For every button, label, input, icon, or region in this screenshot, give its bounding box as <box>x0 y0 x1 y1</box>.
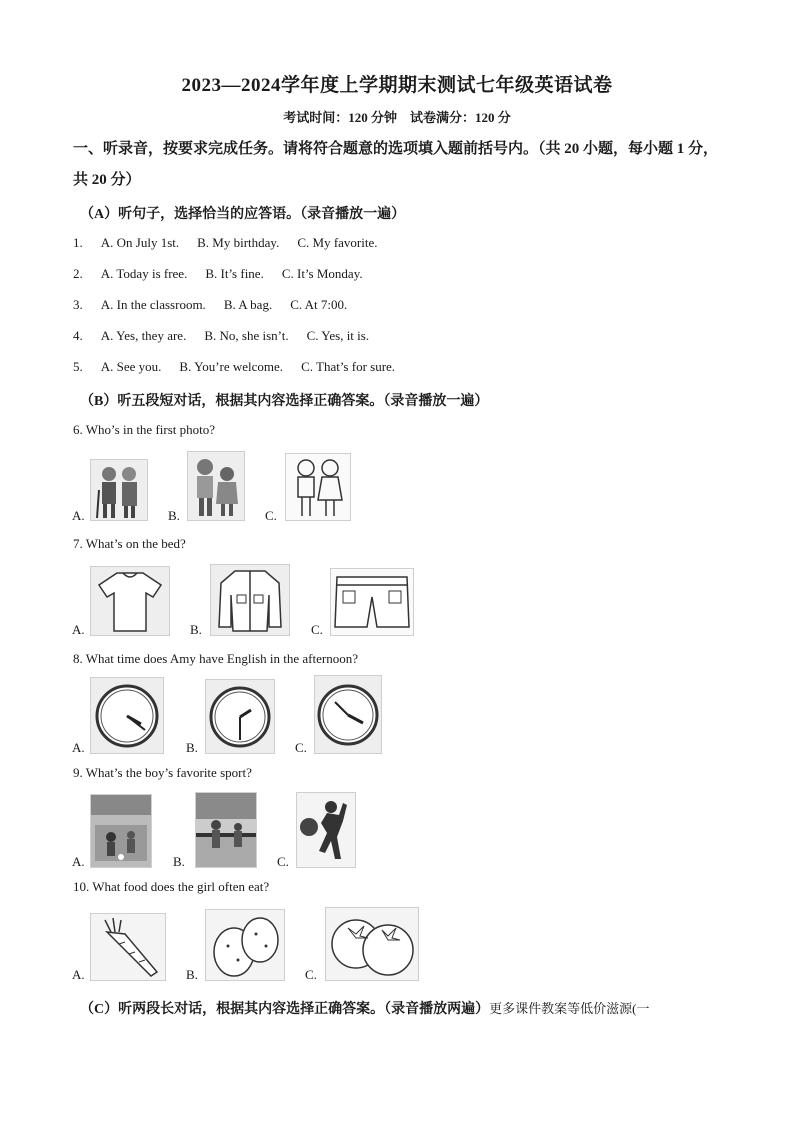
question-10-stem: 10. What food does the girl often eat? <box>73 879 270 894</box>
tomatoes-icon <box>325 907 419 981</box>
q7-option-a-label: A. <box>72 622 85 637</box>
q7-option-c-label: C. <box>311 622 323 637</box>
boy-and-girl-icon <box>285 453 351 521</box>
question-3: 3. A. In the classroom. B. A bag. C. At 7:00. <box>73 297 348 312</box>
basketball-player-icon <box>296 792 356 868</box>
section-1-heading: 一、听录音，按要求完成任务。请将符合题意的选项填入题前括号内。（共 20 小题，每小题 1 分，共 20 分） <box>73 141 719 188</box>
part-c-heading <box>80 998 730 1018</box>
question-9-stem: 9. What’s the boy’s favorite sport? <box>73 765 252 780</box>
q10-option-b-label: B. <box>186 967 198 982</box>
question-2: 2. A. Today is free. B. It’s fine. C. It’s Monday. <box>73 266 363 281</box>
q9-option-c-label: C. <box>277 854 289 869</box>
q6-option-c-label: C. <box>265 508 277 523</box>
q7-option-b-label: B. <box>190 622 202 637</box>
exam-info: 考试时间：120 分钟 试卷满分：120 分 <box>283 110 511 125</box>
clock-icon <box>90 677 164 754</box>
question-8-stem: 8. What time does Amy have English in the afternoon? <box>73 651 358 666</box>
carrot-icon <box>90 913 166 981</box>
tennis-photo-icon <box>195 792 257 868</box>
part-c-heading-text: （C）听两段长对话，根据其内容选择正确答案。（录音播放两遍） <box>80 1002 490 1017</box>
q8-option-a-label: A. <box>72 740 85 755</box>
clock-icon <box>205 679 275 754</box>
q6-option-a-label: A. <box>72 508 85 523</box>
q6-option-b-label: B. <box>168 508 180 523</box>
elderly-couple-icon <box>90 459 148 521</box>
question-5: 5. A. See you. B. You’re welcome. C. That’s for sure. <box>73 359 396 374</box>
question-1: 1. A. On July 1st. B. My birthday. C. My favorite. <box>73 235 378 250</box>
soccer-photo-icon <box>90 794 152 868</box>
question-7-stem: 7. What’s on the bed? <box>73 536 186 551</box>
potatoes-icon <box>205 909 285 981</box>
q9-option-a-label: A. <box>72 854 85 869</box>
q9-option-b-label: B. <box>173 854 185 869</box>
q8-option-c-label: C. <box>295 740 307 755</box>
part-b-heading: （B）听五段短对话，根据其内容选择正确答案。（录音播放一遍） <box>80 394 489 409</box>
jacket-icon <box>210 564 290 636</box>
q10-option-c-label: C. <box>305 967 317 982</box>
q8-option-b-label: B. <box>186 740 198 755</box>
question-4: 4. A. Yes, they are. B. No, she isn’t. C. Yes, it is. <box>73 328 370 343</box>
part-a-heading: （A）听句子，选择恰当的应答语。（录音播放一遍） <box>80 207 406 222</box>
q10-option-a-label: A. <box>72 967 85 982</box>
shorts-icon <box>330 568 414 636</box>
watermark-text: 更多课件教案等低价滋源(一 <box>489 1001 650 1016</box>
two-children-icon <box>187 451 245 521</box>
t-shirt-icon <box>90 566 170 636</box>
question-6-stem: 6. Who’s in the first photo? <box>73 422 216 437</box>
page-title: 2023—2024学年度上学期期末测试七年级英语试卷 <box>181 75 613 96</box>
clock-icon <box>314 675 382 754</box>
